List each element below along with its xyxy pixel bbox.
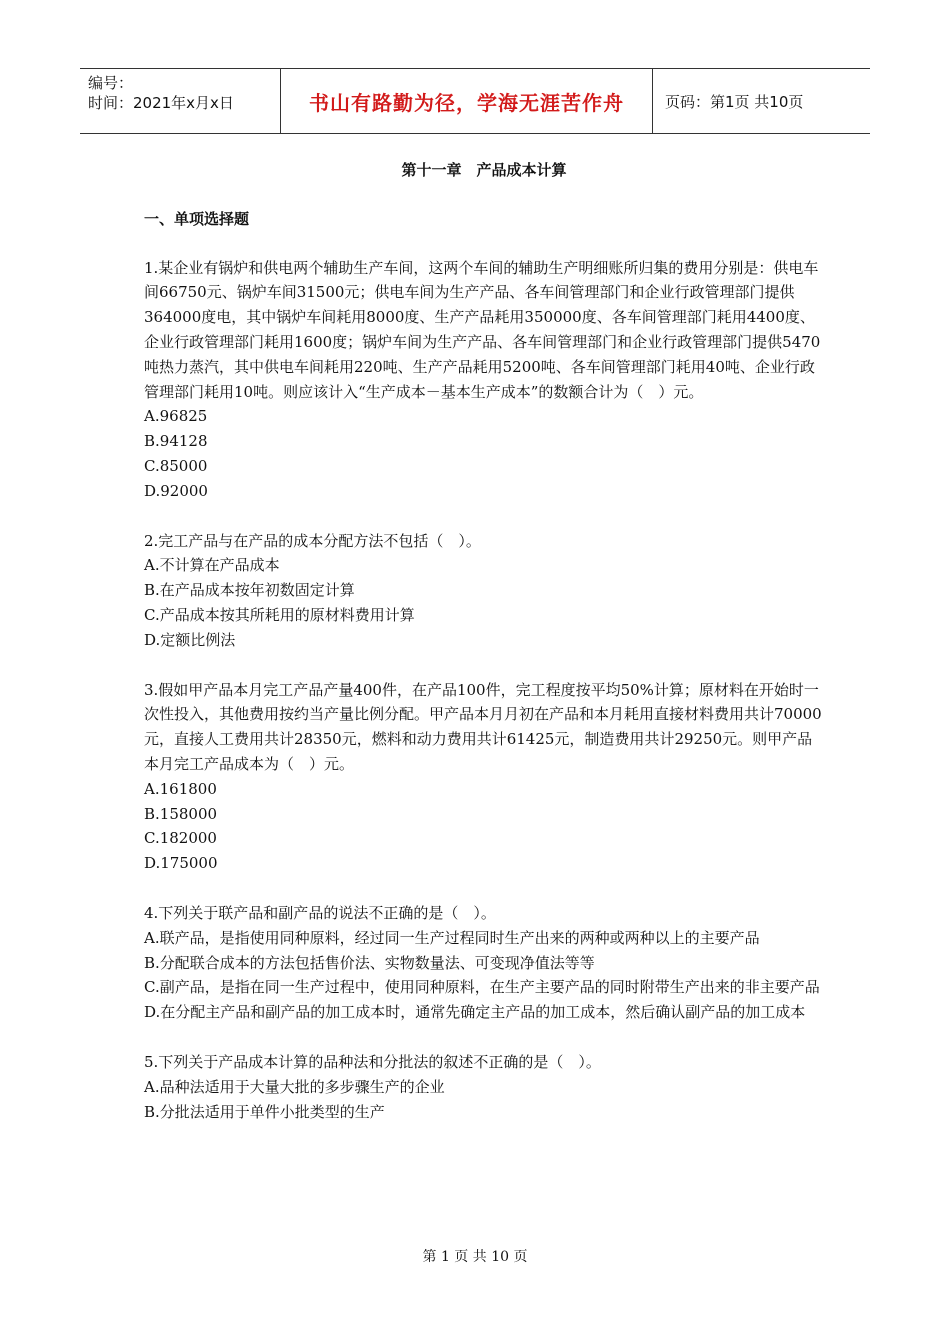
option-d: D.92000 [144, 481, 208, 500]
option-c: C.产品成本按其所耗用的原材料费用计算 [144, 605, 415, 624]
question-5 [144, 1050, 824, 1124]
option-a: A.品种法适用于大量大批的多步骤生产的企业 [144, 1077, 445, 1096]
question-stem: 1.某企业有锅炉和供电两个辅助生产车间，这两个车间的辅助生产明细账所归集的费用分别是：供电车间66750元、锅炉车间31500元；供电车间为生产产品、各车间管理部门和企业行政管理部门提供364000度电，其中锅炉车间耗用8000度、生产产品耗用350000度、各车间管理部门耗用4400度、企业行政管理部门耗用1600度；锅炉车间为生产产品、各车间管理部门和企业行政管理部门提供5470吨热力蒸汽，其中供电车间耗用220吨、生产产品耗用5200吨、各车间管理部门耗用40吨、企业行政管理部门耗用10吨。则应该计入“生产成本－基本生产成本”的数额合计为（ ）元。 [144, 258, 821, 401]
code-label: 编号： [88, 74, 134, 92]
question-2 [144, 529, 824, 653]
document-body [144, 152, 824, 1149]
option-b: B.分批法适用于单件小批类型的生产 [144, 1102, 385, 1121]
option-b: B.在产品成本按年初数固定计算 [144, 581, 355, 600]
option-b: B.分配联合成本的方法包括售价法、实物数量法、可变现净值法等等 [144, 953, 595, 972]
option-c: C.副产品，是指在同一生产过程中，使用同种原料，在生产主要产品的同时附带生产出来的非主要产品 [144, 978, 820, 997]
question-stem: 2.完工产品与在产品的成本分配方法不包括（ ）。 [144, 531, 481, 550]
option-a: A.161800 [144, 779, 217, 798]
option-a: A.不计算在产品成本 [144, 556, 280, 575]
option-d: D.175000 [144, 854, 218, 873]
question-4 [144, 901, 824, 1025]
page-header [80, 68, 870, 134]
option-b: B.94128 [144, 432, 208, 451]
header-meta [80, 69, 280, 133]
option-a: A.96825 [144, 407, 208, 426]
option-d: D.在分配主产品和副产品的加工成本时，通常先确定主产品的加工成本，然后确认副产品的加工成本 [144, 1003, 806, 1022]
chapter-title: 第十一章 产品成本计算 [401, 161, 567, 179]
option-c: C.85000 [144, 456, 208, 475]
motto: 书山有路勤为径，学海无涯苦作舟 [280, 69, 653, 133]
page-info: 页码：第1页 共10页 [665, 92, 804, 111]
time-label: 时间：2021年x月x日 [88, 94, 234, 112]
question-3 [144, 678, 824, 876]
option-d: D.定额比例法 [144, 630, 236, 649]
question-stem: 3.假如甲产品本月完工产品产量400件，在产品100件，完工程度按平均50%计算；原材料在开始时一次性投入，其他费用按约当产量比例分配。甲产品本月月初在产品和本月耗用直接材料费用共计70000元，直接人工费用共计28350元，燃料和动力费用共计61425元，制造费用共计29250元。则甲产品本月完工产品成本为（ ）元。 [144, 680, 822, 773]
option-a: A.联产品，是指使用同种原料，经过同一生产过程同时生产出来的两种或两种以上的主要产品 [144, 928, 760, 947]
page-footer: 第 1 页 共 10 页 [422, 1249, 528, 1265]
section-title: 一、单项选择题 [144, 209, 250, 228]
option-b: B.158000 [144, 804, 218, 823]
question-1 [144, 256, 824, 504]
question-stem: 4.下列关于联产品和副产品的说法不正确的是（ ）。 [144, 903, 496, 922]
question-stem: 5.下列关于产品成本计算的品种法和分批法的叙述不正确的是（ ）。 [144, 1052, 601, 1071]
option-c: C.182000 [144, 829, 217, 848]
